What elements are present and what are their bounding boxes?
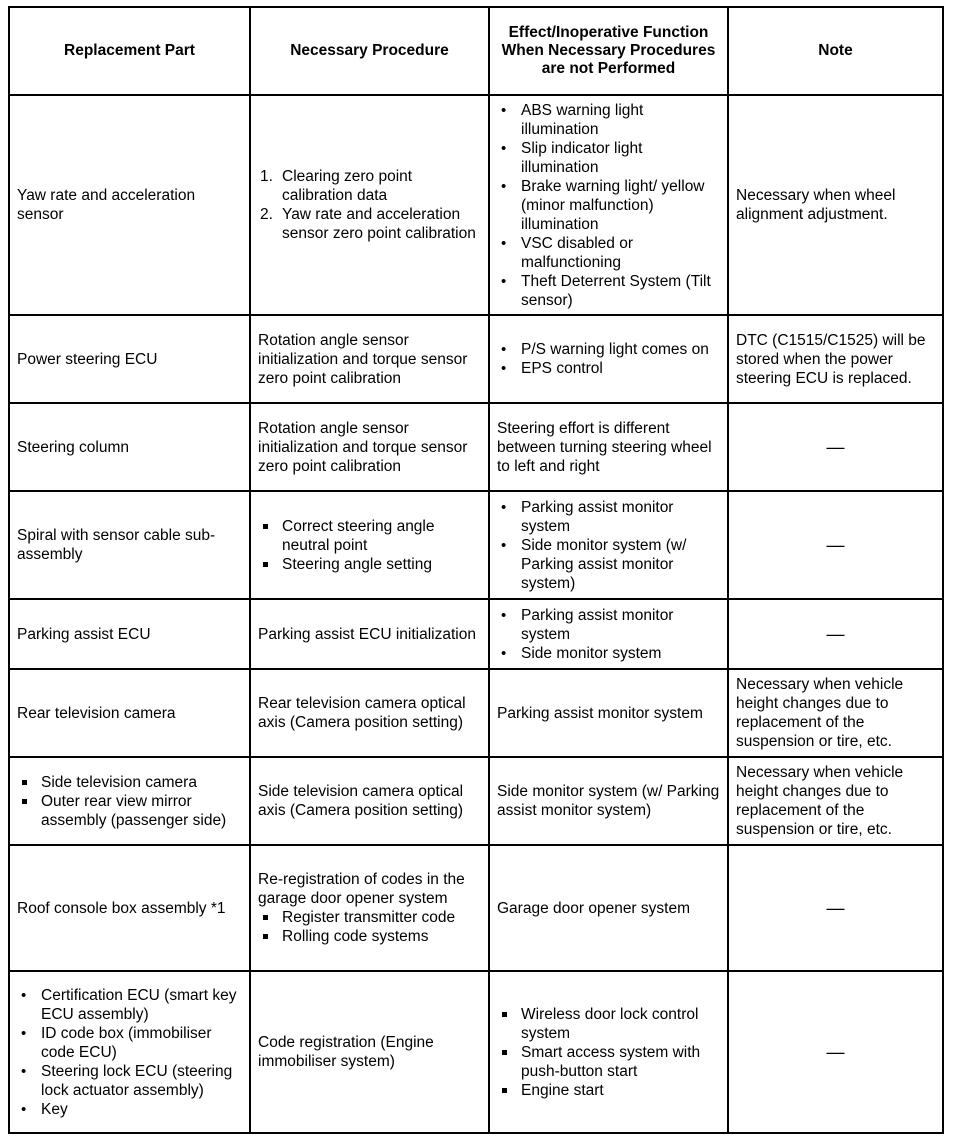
effects-list bbox=[497, 340, 720, 378]
procedure-items bbox=[258, 908, 481, 946]
list-item: 1. Clearing zero point calibration data bbox=[260, 168, 413, 204]
table-row bbox=[9, 599, 943, 669]
list-item: Rolling code systems bbox=[258, 927, 481, 946]
effects-list bbox=[497, 101, 720, 310]
cell-note: Necessary when vehicle height changes due to replacement of the suspension or tire, etc. bbox=[728, 757, 943, 845]
list-item: Side television camera bbox=[17, 773, 242, 792]
cell-note: Necessary when vehicle height changes due to replacement of the suspension or tire, etc. bbox=[728, 669, 943, 757]
effects-list bbox=[497, 498, 720, 593]
cell-procedure: Code registration (Engine immobiliser system) bbox=[250, 971, 489, 1133]
list-item: Wireless door lock control system bbox=[497, 1005, 720, 1043]
list-item: • Theft Deterrent System (Tilt sensor) bbox=[497, 272, 720, 310]
list-item: 2. Yaw rate and acceleration sensor zero point calibration bbox=[260, 206, 476, 242]
cell-part: Roof console box assembly *1 bbox=[9, 845, 250, 971]
cell-procedure bbox=[250, 95, 489, 315]
cell-note: DTC (C1515/C1525) will be stored when the power steering ECU is replaced. bbox=[728, 315, 943, 403]
cell-note: Necessary when wheel alignment adjustment. bbox=[728, 95, 943, 315]
cell-procedure: Rear television camera optical axis (Camera position setting) bbox=[250, 669, 489, 757]
list-item: • Key bbox=[17, 1100, 242, 1119]
cell-procedure: Rotation angle sensor initialization and torque sensor zero point calibration bbox=[250, 315, 489, 403]
cell-note-dash: — bbox=[728, 845, 943, 971]
list-item: Engine start bbox=[497, 1081, 720, 1100]
cell-effect bbox=[489, 599, 728, 669]
table-row bbox=[9, 95, 943, 315]
list-item: Smart access system with push-button start bbox=[497, 1043, 720, 1081]
list-item: • ID code box (immobiliser code ECU) bbox=[17, 1024, 242, 1062]
cell-procedure: Rotation angle sensor initialization and torque sensor zero point calibration bbox=[250, 403, 489, 491]
cell-effect bbox=[489, 971, 728, 1133]
list-item: • Brake warning light/ yellow (minor malfunction) illumination bbox=[497, 177, 720, 234]
procedure-text: Re-registration of codes in the garage door opener system bbox=[258, 871, 465, 907]
cell-part: Spiral with sensor cable sub-assembly bbox=[9, 491, 250, 599]
list-item: • Side monitor system bbox=[497, 644, 720, 663]
replacement-procedure-table bbox=[8, 6, 944, 1134]
list-item: • P/S warning light comes on bbox=[497, 340, 720, 359]
effects-list bbox=[497, 1005, 720, 1100]
cell-note-dash: — bbox=[728, 491, 943, 599]
list-item: Register transmitter code bbox=[258, 908, 481, 927]
header-note: Note bbox=[728, 7, 943, 95]
table-row bbox=[9, 491, 943, 599]
list-item: Outer rear view mirror assembly (passenger side) bbox=[17, 792, 242, 830]
cell-part bbox=[9, 971, 250, 1133]
cell-part: Yaw rate and acceleration sensor bbox=[9, 95, 250, 315]
list-item: • Side monitor system (w/ Parking assist monitor system) bbox=[497, 536, 720, 593]
procedure-table-page bbox=[8, 6, 944, 1134]
cell-procedure bbox=[250, 491, 489, 599]
cell-procedure: Side television camera optical axis (Camera position setting) bbox=[250, 757, 489, 845]
cell-part bbox=[9, 757, 250, 845]
list-item: • Certification ECU (smart key ECU assembly) bbox=[17, 986, 242, 1024]
table-row bbox=[9, 669, 943, 757]
list-item: • Parking assist monitor system bbox=[497, 606, 720, 644]
header-effect-inoperative-function: Effect/Inoperative Function When Necessary Procedures are not Performed bbox=[489, 7, 728, 95]
list-item: • VSC disabled or malfunctioning bbox=[497, 234, 720, 272]
cell-effect: Parking assist monitor system bbox=[489, 669, 728, 757]
table-row bbox=[9, 757, 943, 845]
header-necessary-procedure: Necessary Procedure bbox=[250, 7, 489, 95]
cell-part: Rear television camera bbox=[9, 669, 250, 757]
cell-note-dash: — bbox=[728, 599, 943, 669]
part-items bbox=[17, 773, 242, 830]
cell-procedure bbox=[250, 845, 489, 971]
list-item: • Parking assist monitor system bbox=[497, 498, 720, 536]
list-item: • ABS warning light illumination bbox=[497, 101, 720, 139]
list-item: • EPS control bbox=[497, 359, 720, 378]
procedure-items bbox=[258, 517, 481, 574]
cell-note-dash: — bbox=[728, 971, 943, 1133]
part-items bbox=[17, 986, 242, 1119]
list-item: Correct steering angle neutral point bbox=[258, 517, 481, 555]
cell-procedure: Parking assist ECU initialization bbox=[250, 599, 489, 669]
cell-note-dash: — bbox=[728, 403, 943, 491]
cell-effect: Garage door opener system bbox=[489, 845, 728, 971]
cell-effect: Steering effort is different between turning steering wheel to left and right bbox=[489, 403, 728, 491]
table-row bbox=[9, 315, 943, 403]
cell-part: Parking assist ECU bbox=[9, 599, 250, 669]
table-row bbox=[9, 845, 943, 971]
table-row bbox=[9, 403, 943, 491]
list-item: Steering angle setting bbox=[258, 555, 481, 574]
cell-effect bbox=[489, 491, 728, 599]
list-item: • Steering lock ECU (steering lock actuator assembly) bbox=[17, 1062, 242, 1100]
list-item: • Slip indicator light illumination bbox=[497, 139, 720, 177]
cell-effect: Side monitor system (w/ Parking assist monitor system) bbox=[489, 757, 728, 845]
effects-list bbox=[497, 606, 720, 663]
cell-effect bbox=[489, 95, 728, 315]
cell-part: Steering column bbox=[9, 403, 250, 491]
table-header-row bbox=[9, 7, 943, 95]
cell-part: Power steering ECU bbox=[9, 315, 250, 403]
header-replacement-part: Replacement Part bbox=[9, 7, 250, 95]
procedure-steps bbox=[258, 167, 481, 243]
table-row bbox=[9, 971, 943, 1133]
cell-effect bbox=[489, 315, 728, 403]
